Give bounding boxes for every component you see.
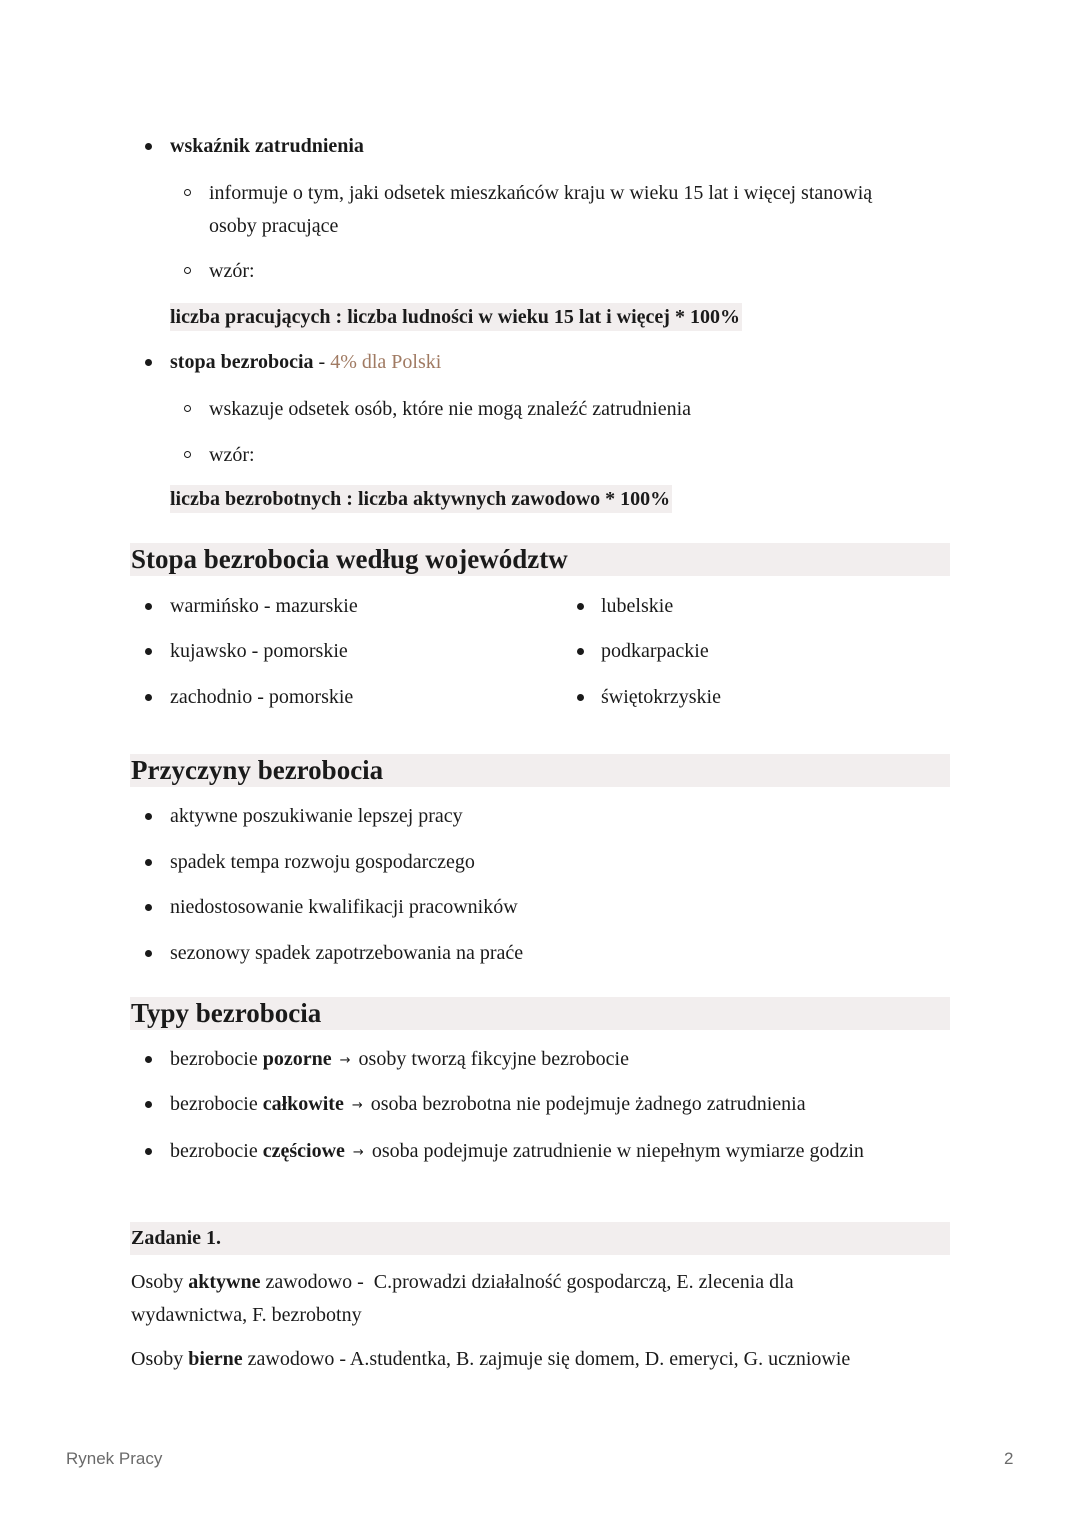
circle-bullet-icon — [184, 267, 191, 274]
type-item — [170, 1139, 864, 1166]
unemployment-formula: liczba bezrobotnych : liczba aktywnych zawodowo * 100% — [170, 485, 672, 513]
employment-rate-title: wskaźnik zatrudnienia — [170, 135, 364, 157]
unemployment-formula-label: wzór: — [209, 444, 255, 466]
bullet-icon — [145, 1101, 152, 1108]
bullet-icon — [145, 143, 152, 150]
bullet-icon — [145, 648, 152, 655]
bullet-icon — [145, 950, 152, 957]
task-heading: Zadanie 1. — [131, 1227, 222, 1249]
voivodeship-item: lubelskie — [601, 595, 674, 617]
task-active-line1 — [131, 1270, 794, 1294]
task-active-line2: wydawnictwa, F. bezrobotny — [131, 1304, 362, 1326]
bullet-icon — [577, 603, 584, 610]
bullet-icon — [145, 859, 152, 866]
type-name: całkowite — [262, 1093, 344, 1115]
employment-rate-description-line2: osoby pracujące — [209, 215, 339, 237]
bullet-icon — [145, 603, 152, 610]
voivodeship-item: warmińsko - mazurskie — [170, 595, 358, 617]
type-item — [170, 1092, 806, 1119]
employment-rate-description-line1: informuje o tym, jaki odsetek mieszkańców kraju w wieku 15 lat i więcej stanowią — [209, 182, 873, 204]
type-name: pozorne — [262, 1048, 332, 1070]
voivodeship-item: kujawsko - pomorskie — [170, 640, 348, 662]
voivodeship-item: podkarpackie — [601, 640, 709, 662]
type-name: częściowe — [262, 1140, 345, 1162]
type-prefix: bezrobocie — [170, 1093, 263, 1115]
page-number: 2 — [1004, 1449, 1014, 1468]
footer-title: Rynek Pracy — [66, 1449, 163, 1468]
bullet-icon — [145, 359, 152, 366]
arrow-right-icon: → — [339, 1053, 351, 1068]
bullet-icon — [145, 1056, 152, 1063]
bullet-icon — [577, 648, 584, 655]
circle-bullet-icon — [184, 189, 191, 196]
cause-item: niedostosowanie kwalifikacji pracowników — [170, 896, 518, 918]
causes-heading: Przyczyny bezrobocia — [131, 755, 384, 785]
bullet-icon — [145, 1148, 152, 1155]
task-passive-text: zawodowo - A.studentka, B. zajmuje się domem, D. emeryci, G. uczniowie — [242, 1348, 851, 1370]
circle-bullet-icon — [184, 451, 191, 458]
cause-item: aktywne poszukiwanie lepszej pracy — [170, 805, 463, 827]
employment-formula-label: wzór: — [209, 260, 255, 282]
voivodeship-item: zachodnio - pomorskie — [170, 686, 354, 708]
type-description: osoba bezrobotna nie podejmuje żadnego zatrudnienia — [370, 1093, 806, 1115]
unemployment-rate-description: wskazuje odsetek osób, które nie mogą znaleźć zatrudnienia — [209, 398, 692, 420]
unemployment-rate-separator: - — [313, 351, 331, 373]
task-active-bold: aktywne — [188, 1271, 261, 1293]
types-heading: Typy bezrobocia — [131, 998, 322, 1028]
bullet-icon — [145, 694, 152, 701]
bullet-icon — [145, 904, 152, 911]
arrow-right-icon: → — [351, 1098, 363, 1113]
task-active-text: zawodowo - C.prowadzi działalność gospodarczą, E. zlecenia dla — [260, 1271, 794, 1293]
employment-formula: liczba pracujących : liczba ludności w wieku 15 lat i więcej * 100% — [170, 303, 742, 331]
task-heading-background — [130, 1222, 950, 1255]
task-passive-prefix: Osoby — [131, 1348, 189, 1370]
type-description: osoby tworzą fikcyjne bezrobocie — [358, 1048, 629, 1070]
task-active-prefix: Osoby — [131, 1271, 189, 1293]
unemployment-rate-title: stopa bezrobocia — [170, 351, 314, 373]
type-prefix: bezrobocie — [170, 1140, 263, 1162]
arrow-right-icon: → — [352, 1145, 364, 1160]
cause-item: spadek tempa rozwoju gospodarczego — [170, 851, 475, 873]
circle-bullet-icon — [184, 405, 191, 412]
unemployment-rate-line — [170, 350, 441, 374]
bullet-icon — [145, 813, 152, 820]
voivodeship-heading: Stopa bezrobocia według województw — [131, 544, 568, 574]
unemployment-rate-poland: 4% dla Polski — [330, 351, 442, 373]
cause-item: sezonowy spadek zapotrzebowania na praće — [170, 942, 524, 964]
type-prefix: bezrobocie — [170, 1048, 263, 1070]
type-item — [170, 1047, 629, 1074]
type-description: osoba podejmuje zatrudnienie w niepełnym wymiarze godzin — [371, 1140, 864, 1162]
voivodeship-item: świętokrzyskie — [601, 686, 721, 708]
bullet-icon — [577, 694, 584, 701]
task-passive-line — [131, 1347, 850, 1371]
task-passive-bold: bierne — [188, 1348, 243, 1370]
